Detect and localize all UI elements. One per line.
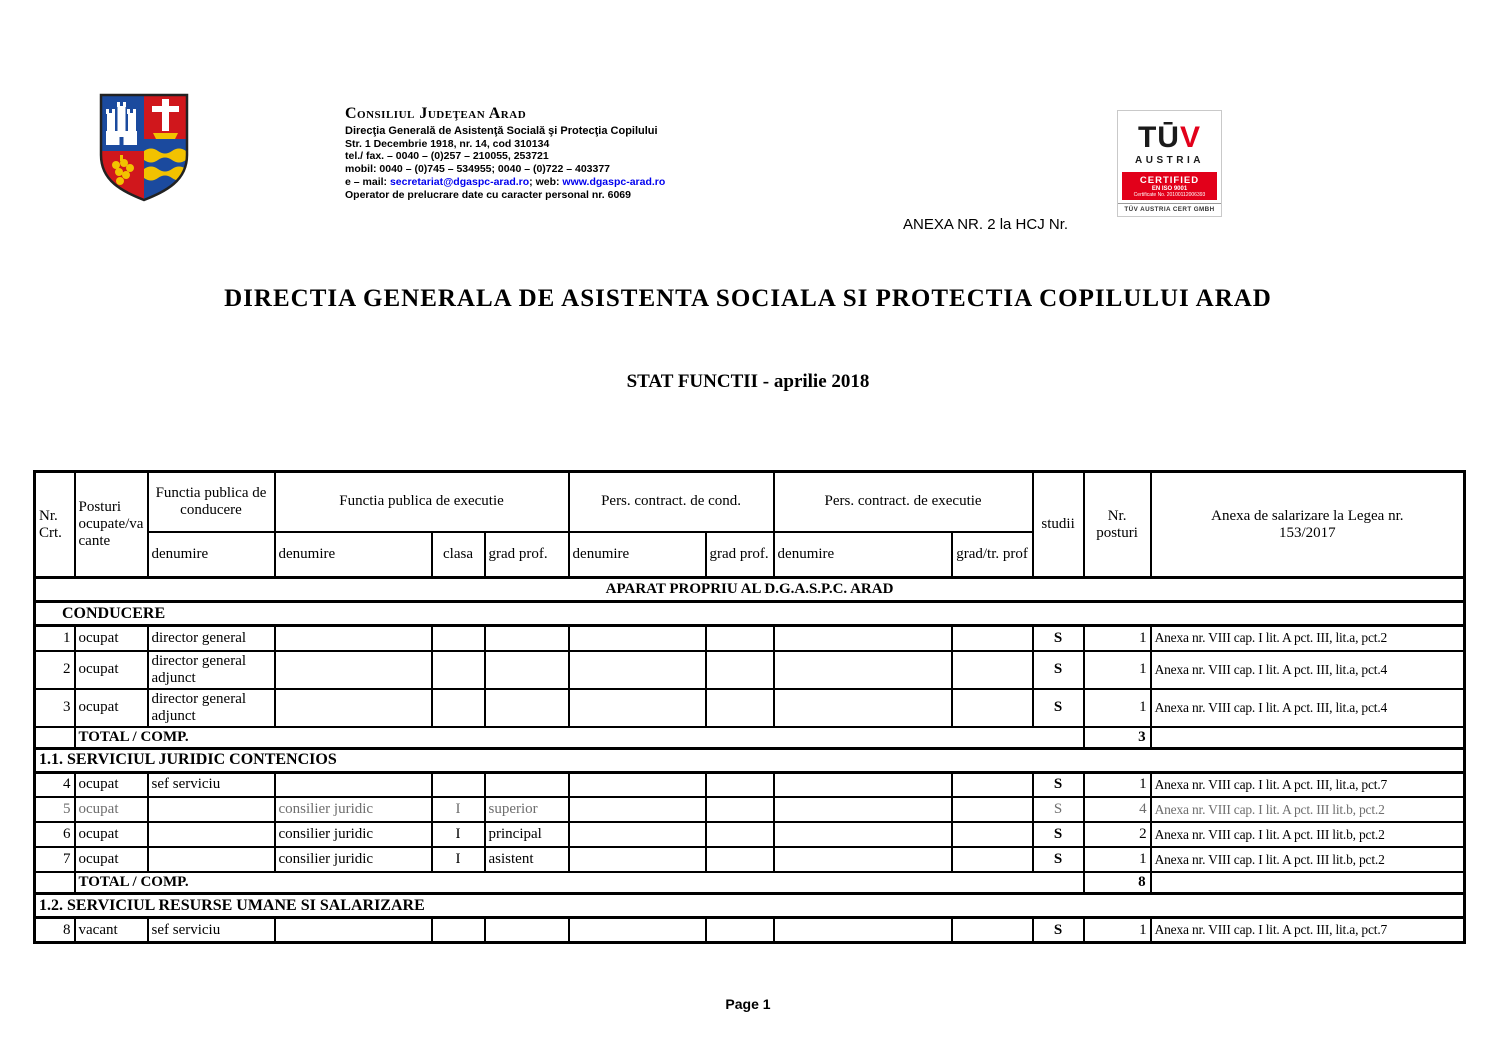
- web-link[interactable]: www.dgaspc-arad.ro: [562, 175, 666, 188]
- tuv-certified-label: CERTIFIED: [1139, 175, 1200, 186]
- subheader-denumire-executie: denumire: [275, 532, 432, 578]
- cell-nr-posturi: 3: [1084, 727, 1151, 749]
- cell-anexa: Anexa nr. VIII cap. I lit. A pct. III, lit.a, pct.7: [1151, 772, 1465, 797]
- cell-grad-prof: [485, 772, 569, 797]
- document-subtitle: STAT FUNCTII - aprilie 2018: [626, 371, 870, 392]
- cell-nr-posturi: 1: [1084, 847, 1151, 872]
- subheader-denumire-pc-cond: denumire: [569, 532, 706, 578]
- org-mobile: mobil: 0040 – (0)745 – 534955; 0040 – (0)722 – 403377: [345, 163, 611, 176]
- org-department: Direcţia Generală de Asistenţă Socială şi Protecţia Copilului: [345, 125, 658, 137]
- cell-pc-cond-grad: [706, 651, 774, 689]
- cell-nr-posturi: 1: [1084, 689, 1151, 727]
- cell-anexa: Anexa nr. VIII cap. I lit. A pct. III lit.b, pct.2: [1151, 822, 1465, 847]
- cell-pc-cond-denumire: [569, 689, 706, 727]
- col-header-studii: studii: [1033, 472, 1084, 578]
- cell-pc-exec-grad: [952, 689, 1033, 727]
- col-header-anexa: [1151, 472, 1465, 578]
- table-row: [35, 797, 1465, 822]
- cell-nr-crt: [35, 872, 75, 894]
- cell-fp-executie-denumire: consilier juridic: [275, 797, 432, 822]
- cell-studii: S: [1033, 626, 1084, 651]
- table-row: [35, 578, 1465, 602]
- cell-pc-cond-grad: [706, 918, 774, 943]
- stat-functii-table: [33, 470, 1466, 944]
- org-operator: Operator de prelucrare date cu caracter personal nr. 6069: [345, 188, 631, 201]
- cell-clasa: I: [432, 797, 485, 822]
- col-header-fp-executie: Functia publica de executie: [275, 472, 569, 532]
- email-label: e – mail:: [345, 175, 390, 188]
- cell-pc-cond-grad: [706, 797, 774, 822]
- cell-grad-prof: [485, 626, 569, 651]
- table-row: [35, 872, 1465, 894]
- table-row: [35, 748, 1465, 772]
- cell-nr-crt: 3: [35, 689, 75, 727]
- cell-posturi: ocupat: [75, 847, 148, 872]
- col-header-nr-posturi: Nr. posturi: [1084, 472, 1151, 578]
- org-name: Consiliul Judeţean Arad: [345, 105, 527, 122]
- cell-clasa: [432, 626, 485, 651]
- cell-anexa: [1151, 872, 1465, 894]
- subheader-clasa: clasa: [432, 532, 485, 578]
- cell-nr-posturi: 2: [1084, 822, 1151, 847]
- tuv-certified-box: [1122, 172, 1217, 200]
- cell-nr-posturi: 1: [1084, 626, 1151, 651]
- cell-pc-exec-denumire: [774, 847, 952, 872]
- cell-pc-cond-grad: [706, 689, 774, 727]
- cell-pc-cond-denumire: [569, 918, 706, 943]
- cell-nr-posturi: 1: [1084, 918, 1151, 943]
- table-row: [35, 626, 1465, 651]
- cell-grad-prof: [485, 689, 569, 727]
- stat-table-body: [35, 578, 1465, 943]
- cell-fp-conducere-denumire: sef serviciu: [148, 918, 275, 943]
- cell-nr-crt: 6: [35, 822, 75, 847]
- cell-nr-posturi: 8: [1084, 872, 1151, 894]
- cell-studii: S: [1033, 918, 1084, 943]
- cell-grad-prof: [485, 651, 569, 689]
- tuv-caption: TÜV AUSTRIA CERT GMBH: [1118, 203, 1221, 216]
- subheader-denumire-conducere: denumire: [148, 532, 275, 578]
- cell-posturi: ocupat: [75, 797, 148, 822]
- total-label: TOTAL / COMP.: [75, 727, 1084, 749]
- cell-nr-crt: 2: [35, 651, 75, 689]
- cell-posturi: ocupat: [75, 689, 148, 727]
- cell-pc-exec-denumire: [774, 772, 952, 797]
- table-row: [35, 822, 1465, 847]
- cell-pc-exec-grad: [952, 797, 1033, 822]
- table-row: [35, 894, 1465, 918]
- col-header-pc-cond: Pers. contract. de cond.: [569, 472, 774, 532]
- org-address: Str. 1 Decembrie 1918, nr. 14, cod 310134: [345, 137, 550, 150]
- col-header-posturi: Posturi ocupate/vacante: [75, 472, 148, 578]
- cell-nr-crt: 5: [35, 797, 75, 822]
- table-row: [35, 689, 1465, 727]
- tuv-certificate-number: Certificate No. 20100112006393: [1133, 192, 1206, 198]
- cell-clasa: [432, 689, 485, 727]
- cell-fp-conducere-denumire: [148, 822, 275, 847]
- coat-of-arms-svg: [99, 93, 189, 203]
- document-title: DIRECTIA GENERALA DE ASISTENTA SOCIALA SI PROTECTIA COPILULUI ARAD: [224, 285, 1272, 312]
- cell-fp-executie-denumire: consilier juridic: [275, 847, 432, 872]
- cell-clasa: I: [432, 847, 485, 872]
- section-label: 1.2. SERVICIUL RESURSE UMANE SI SALARIZARE: [35, 894, 1465, 918]
- table-row: [35, 651, 1465, 689]
- cell-fp-executie-denumire: [275, 689, 432, 727]
- cell-fp-executie-denumire: [275, 651, 432, 689]
- table-row: [35, 602, 1465, 626]
- cell-pc-cond-denumire: [569, 797, 706, 822]
- cell-pc-cond-denumire: [569, 651, 706, 689]
- cell-pc-exec-grad: [952, 626, 1033, 651]
- tuv-brand-black: TŪ: [1137, 121, 1180, 154]
- cell-anexa: Anexa nr. VIII cap. I lit. A pct. III, lit.a, pct.4: [1151, 651, 1465, 689]
- table-row: [35, 918, 1465, 943]
- cell-studii: S: [1033, 797, 1084, 822]
- section-label: 1.1. SERVICIUL JURIDIC CONTENCIOS: [35, 748, 1465, 772]
- cell-studii: S: [1033, 689, 1084, 727]
- col-header-anexa-line2: 153/2017: [1278, 524, 1336, 541]
- cell-grad-prof: principal: [485, 822, 569, 847]
- tuv-logo-icon: [1118, 123, 1221, 153]
- cell-fp-conducere-denumire: director general: [148, 626, 275, 651]
- cell-fp-executie-denumire: [275, 918, 432, 943]
- cell-pc-exec-denumire: [774, 626, 952, 651]
- cell-pc-exec-denumire: [774, 797, 952, 822]
- cell-pc-exec-grad: [952, 822, 1033, 847]
- letterhead: [345, 105, 805, 201]
- cell-studii: S: [1033, 651, 1084, 689]
- cell-fp-executie-denumire: [275, 772, 432, 797]
- cell-posturi: ocupat: [75, 772, 148, 797]
- cell-anexa: Anexa nr. VIII cap. I lit. A pct. III lit.b, pct.2: [1151, 847, 1465, 872]
- subheader-denumire-pc-exec: denumire: [774, 532, 952, 578]
- col-header-nr-crt: Nr. Crt.: [35, 472, 75, 578]
- table-row: [35, 727, 1465, 749]
- cell-posturi: vacant: [75, 918, 148, 943]
- cell-studii: S: [1033, 772, 1084, 797]
- cell-clasa: [432, 918, 485, 943]
- cell-anexa: Anexa nr. VIII cap. I lit. A pct. III lit.b, pct.2: [1151, 797, 1465, 822]
- cell-nr-posturi: 1: [1084, 651, 1151, 689]
- cell-posturi: ocupat: [75, 822, 148, 847]
- col-header-pc-executie: Pers. contract. de executie: [774, 472, 1033, 532]
- cell-pc-cond-grad: [706, 847, 774, 872]
- cell-nr-posturi: 4: [1084, 797, 1151, 822]
- cell-fp-executie-denumire: [275, 626, 432, 651]
- org-contact-line: [345, 176, 805, 189]
- cell-posturi: ocupat: [75, 651, 148, 689]
- cell-clasa: I: [432, 822, 485, 847]
- band-label: APARAT PROPRIU AL D.G.A.S.P.C. ARAD: [35, 578, 1465, 602]
- cell-grad-prof: asistent: [485, 847, 569, 872]
- cell-studii: S: [1033, 847, 1084, 872]
- cell-pc-exec-denumire: [774, 822, 952, 847]
- cell-nr-crt: 8: [35, 918, 75, 943]
- subheader-grad-prof-pc-cond: grad prof.: [706, 532, 774, 578]
- cell-nr-crt: 1: [35, 626, 75, 651]
- tuv-certification-badge: [1117, 110, 1222, 217]
- table-row: [35, 847, 1465, 872]
- cell-anexa: [1151, 727, 1465, 749]
- cell-anexa: Anexa nr. VIII cap. I lit. A pct. III, lit.a, pct.7: [1151, 918, 1465, 943]
- cell-pc-cond-grad: [706, 822, 774, 847]
- cell-pc-exec-denumire: [774, 918, 952, 943]
- cell-pc-exec-grad: [952, 651, 1033, 689]
- cell-pc-cond-grad: [706, 772, 774, 797]
- anexa-reference-note: ANEXA NR. 2 la HCJ Nr.: [903, 216, 1069, 233]
- col-header-anexa-line1: Anexa de salarizare la Legea nr.: [1211, 507, 1404, 524]
- total-label: TOTAL / COMP.: [75, 872, 1084, 894]
- cell-pc-exec-denumire: [774, 689, 952, 727]
- cell-pc-cond-denumire: [569, 847, 706, 872]
- cell-fp-conducere-denumire: director general adjunct: [148, 689, 275, 727]
- cell-pc-exec-grad: [952, 847, 1033, 872]
- cell-fp-conducere-denumire: director general adjunct: [148, 651, 275, 689]
- cell-studii: S: [1033, 822, 1084, 847]
- col-header-fp-conducere: Functia publica de conducere: [148, 472, 275, 532]
- cell-fp-conducere-denumire: [148, 847, 275, 872]
- cell-pc-cond-denumire: [569, 772, 706, 797]
- email-link[interactable]: secretariat@dgaspc-arad.ro: [389, 175, 530, 188]
- cell-nr-posturi: 1: [1084, 772, 1151, 797]
- cell-pc-exec-grad: [952, 772, 1033, 797]
- section-label: CONDUCERE: [35, 602, 1465, 626]
- cell-pc-exec-grad: [952, 918, 1033, 943]
- org-telfax: tel./ fax. – 0040 – (0)257 – 210055, 253721: [345, 150, 549, 163]
- cell-pc-cond-denumire: [569, 822, 706, 847]
- subheader-grad-tr-prof: grad/tr. prof: [952, 532, 1033, 578]
- cell-clasa: [432, 651, 485, 689]
- cell-grad-prof: [485, 918, 569, 943]
- cell-nr-crt: 4: [35, 772, 75, 797]
- cell-clasa: [432, 772, 485, 797]
- cell-anexa: Anexa nr. VIII cap. I lit. A pct. III, lit.a, pct.2: [1151, 626, 1465, 651]
- coat-of-arms-icon: [99, 93, 189, 203]
- table-row: [35, 772, 1465, 797]
- cell-pc-exec-denumire: [774, 651, 952, 689]
- tuv-brand-red-v: V: [1179, 121, 1201, 154]
- cell-pc-cond-grad: [706, 626, 774, 651]
- cell-grad-prof: superior: [485, 797, 569, 822]
- tuv-country: AUSTRIA: [1135, 155, 1204, 166]
- cell-nr-crt: [35, 727, 75, 749]
- cell-posturi: ocupat: [75, 626, 148, 651]
- tuv-iso-label: EN ISO 9001: [1151, 186, 1188, 192]
- cell-fp-conducere-denumire: [148, 797, 275, 822]
- cell-anexa: Anexa nr. VIII cap. I lit. A pct. III, lit.a, pct.4: [1151, 689, 1465, 727]
- page-number: Page 1: [725, 996, 771, 1012]
- subheader-grad-prof-executie: grad prof.: [485, 532, 569, 578]
- cell-fp-executie-denumire: consilier juridic: [275, 822, 432, 847]
- cell-nr-crt: 7: [35, 847, 75, 872]
- cell-pc-cond-denumire: [569, 626, 706, 651]
- web-label: ; web:: [529, 175, 563, 188]
- header-row-1: [35, 472, 1465, 532]
- cell-fp-conducere-denumire: sef serviciu: [148, 772, 275, 797]
